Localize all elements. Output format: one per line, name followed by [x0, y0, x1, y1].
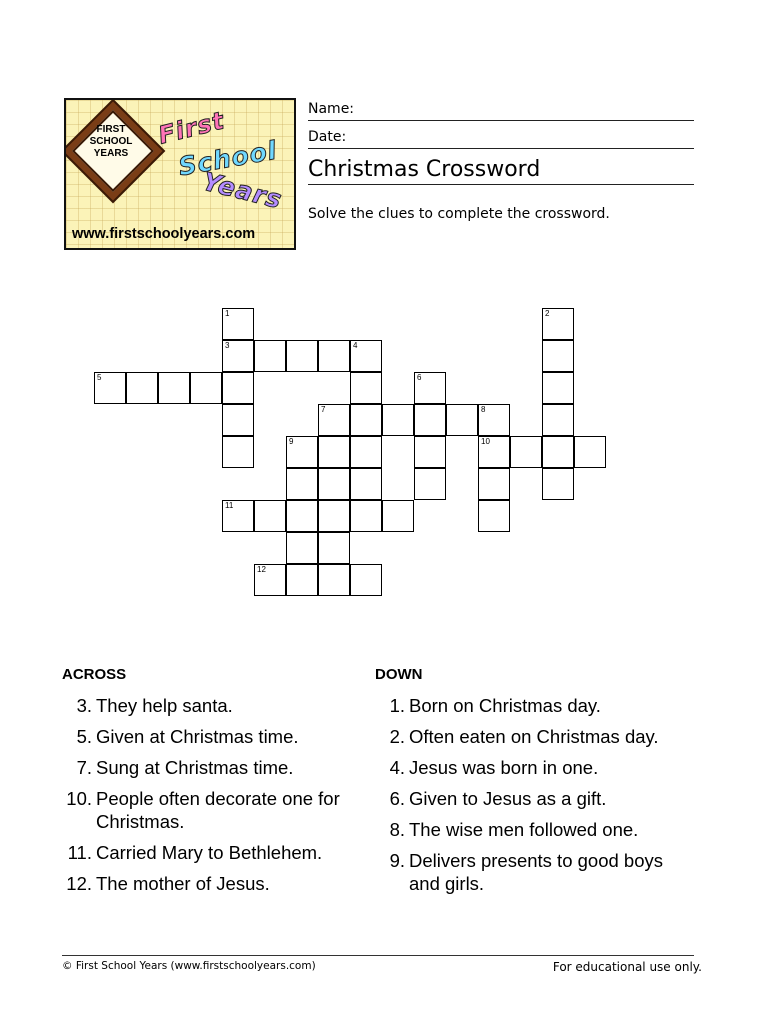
clue-number: 7.: [76, 757, 92, 778]
clue-number: 8.: [389, 819, 405, 840]
crossword-cell[interactable]: [350, 372, 382, 404]
educational-note: For educational use only.: [552, 960, 702, 974]
date-label: Date:: [308, 129, 347, 145]
crossword-cell[interactable]: [286, 436, 318, 468]
crossword-cell[interactable]: [286, 564, 318, 596]
crossword-cell[interactable]: [254, 564, 286, 596]
clue-number-label: 1: [225, 309, 230, 318]
crossword-cell[interactable]: [126, 372, 158, 404]
clue-number-label: 3: [225, 341, 230, 350]
date-field[interactable]: [308, 124, 694, 149]
clue-number-label: 12: [257, 565, 266, 574]
crossword-cell[interactable]: [254, 340, 286, 372]
down-clue: [375, 756, 675, 779]
crossword-cell[interactable]: [286, 500, 318, 532]
crossword-cell[interactable]: [382, 404, 414, 436]
crossword-cell[interactable]: [222, 436, 254, 468]
crossword-cell[interactable]: [446, 404, 478, 436]
down-heading: DOWN: [375, 666, 423, 683]
clue-number: 9.: [389, 850, 405, 871]
crossword-cell[interactable]: [318, 564, 350, 596]
crossword-cell[interactable]: [254, 500, 286, 532]
crossword-cell[interactable]: [414, 436, 446, 468]
logo-word-years: Years: [199, 166, 286, 215]
crossword-cell[interactable]: [318, 468, 350, 500]
crossword-cell[interactable]: [350, 436, 382, 468]
crossword-cell[interactable]: [478, 468, 510, 500]
crossword-cell[interactable]: [414, 404, 446, 436]
down-clue: [375, 849, 675, 895]
crossword-cell[interactable]: [318, 532, 350, 564]
clue-text: Often eaten on Christmas day.: [409, 726, 659, 747]
crossword-cell[interactable]: [318, 500, 350, 532]
crossword-cell[interactable]: [574, 436, 606, 468]
clue-number-label: 7: [321, 405, 326, 414]
clue-number-label: 9: [289, 437, 294, 446]
crossword-cell[interactable]: [350, 564, 382, 596]
across-clue: [62, 787, 362, 833]
clue-text: The mother of Jesus.: [96, 873, 270, 894]
crossword-cell[interactable]: [414, 372, 446, 404]
clue-number-label: 6: [417, 373, 422, 382]
clue-text: Born on Christmas day.: [409, 695, 601, 716]
first-school-years-logo: [64, 98, 296, 250]
down-clue: [375, 818, 675, 841]
title-row: [308, 152, 694, 185]
crossword-cell[interactable]: [94, 372, 126, 404]
crossword-cell[interactable]: [542, 372, 574, 404]
crossword-cell[interactable]: [318, 404, 350, 436]
crossword-cell[interactable]: [222, 404, 254, 436]
crossword-cell[interactable]: [222, 340, 254, 372]
crossword-cell[interactable]: [478, 404, 510, 436]
clue-number: 2.: [389, 726, 405, 747]
crossword-cell[interactable]: [478, 500, 510, 532]
across-clue: [62, 756, 362, 779]
down-clue: [375, 694, 675, 717]
clue-number: 3.: [76, 695, 92, 716]
clue-number-label: 8: [481, 405, 486, 414]
clue-number-label: 10: [481, 437, 490, 446]
clue-text: Given at Christmas time.: [96, 726, 299, 747]
crossword-cell[interactable]: [222, 500, 254, 532]
logo-word-first: First: [155, 106, 228, 150]
logo-badge-text: FIRST SCHOOL YEARS: [89, 124, 133, 159]
clue-number-label: 2: [545, 309, 550, 318]
crossword-cell[interactable]: [542, 436, 574, 468]
across-clue: [62, 872, 362, 895]
footer-rule: [62, 955, 694, 956]
clue-text: Sung at Christmas time.: [96, 757, 294, 778]
clue-text: Jesus was born in one.: [409, 757, 599, 778]
across-heading: ACROSS: [62, 666, 127, 683]
crossword-cell[interactable]: [478, 436, 510, 468]
clue-number: 6.: [389, 788, 405, 809]
clue-number: 1.: [389, 695, 405, 716]
crossword-cell[interactable]: [286, 468, 318, 500]
crossword-cell[interactable]: [222, 372, 254, 404]
page-title: Christmas Crossword: [308, 157, 541, 182]
instructions: Solve the clues to complete the crossword.: [308, 206, 610, 222]
clue-number: 12.: [66, 873, 92, 894]
crossword-cell[interactable]: [350, 468, 382, 500]
crossword-cell[interactable]: [158, 372, 190, 404]
crossword-cell[interactable]: [542, 308, 574, 340]
down-clue: [375, 725, 675, 748]
clue-number: 10.: [66, 788, 92, 809]
across-clue-list: [62, 694, 362, 903]
name-label: Name:: [308, 101, 355, 117]
clue-text: They help santa.: [96, 695, 233, 716]
clue-text: People often decorate one for Christmas.: [96, 788, 340, 832]
crossword-cell[interactable]: [350, 404, 382, 436]
clue-number: 5.: [76, 726, 92, 747]
crossword-cell[interactable]: [510, 436, 542, 468]
crossword-cell[interactable]: [414, 468, 446, 500]
crossword-cell[interactable]: [286, 532, 318, 564]
clue-text: Delivers presents to good boys and girls.: [409, 850, 663, 894]
crossword-cell[interactable]: [318, 436, 350, 468]
crossword-cell[interactable]: [542, 340, 574, 372]
crossword-cell[interactable]: [350, 340, 382, 372]
down-clue-list: [375, 694, 675, 903]
crossword-cell[interactable]: [542, 404, 574, 436]
clue-text: Carried Mary to Bethlehem.: [96, 842, 323, 863]
crossword-cell[interactable]: [286, 340, 318, 372]
clue-number-label: 4: [353, 341, 358, 350]
down-clue: [375, 787, 675, 810]
crossword-cell[interactable]: [222, 308, 254, 340]
clue-text: Given to Jesus as a gift.: [409, 788, 607, 809]
across-clue: [62, 841, 362, 864]
across-clue: [62, 694, 362, 717]
logo-url: www.firstschoolyears.com: [72, 226, 256, 242]
crossword-cell[interactable]: [190, 372, 222, 404]
clue-text: The wise men followed one.: [409, 819, 639, 840]
crossword-cell[interactable]: [318, 340, 350, 372]
clue-number: 11.: [67, 842, 92, 863]
crossword-cell[interactable]: [382, 500, 414, 532]
name-field[interactable]: [308, 96, 694, 121]
clue-number-label: 5: [97, 373, 102, 382]
crossword-cell[interactable]: [542, 468, 574, 500]
clue-number-label: 11: [225, 501, 234, 510]
logo-word-school: School: [176, 135, 280, 182]
across-clue: [62, 725, 362, 748]
clue-number: 4.: [389, 757, 405, 778]
crossword-cell[interactable]: [350, 500, 382, 532]
copyright: © First School Years (www.firstschoolyears.com): [62, 960, 316, 972]
